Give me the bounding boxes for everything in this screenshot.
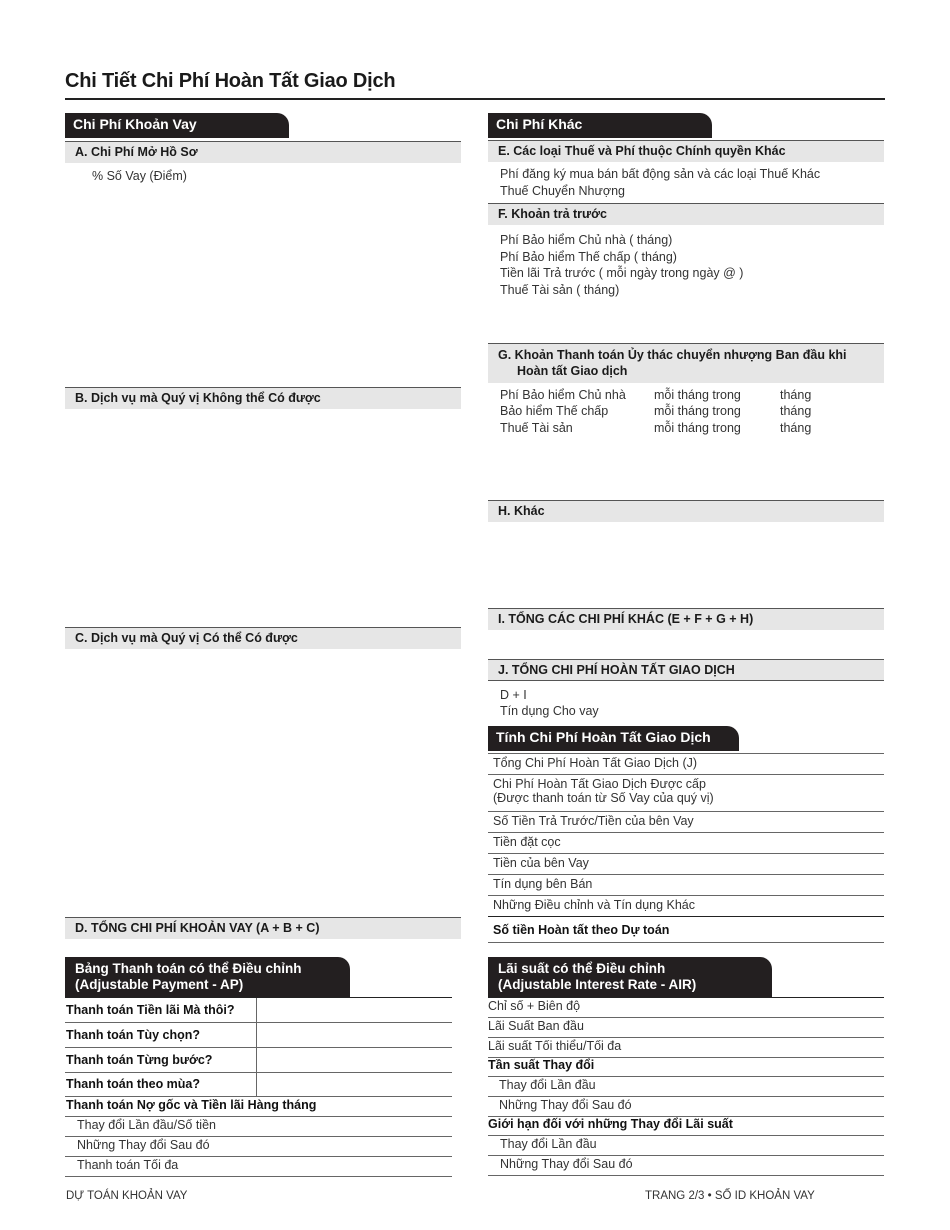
section-g-label-line1: G. Khoản Thanh toán Ủy thác chuyển nhượng Ban đầu khi [498, 348, 847, 362]
section-e-item: Phí đăng ký mua bán bất động sản và các loại Thuế Khác [500, 167, 821, 181]
loan-costs-header: Chi Phí Khoản Vay [65, 113, 289, 138]
cash-to-close-row: Những Điều chỉnh và Tín dụng Khác [488, 896, 884, 917]
ap-header-line1: Bảng Thanh toán có thể Điều chỉnh [75, 961, 302, 976]
section-e-label: E. Các loại Thuế và Phí thuộc Chính quyền Khác [488, 140, 884, 162]
section-h-label: H. Khác [488, 500, 884, 522]
section-f-item: Phí Bảo hiểm Chủ nhà ( tháng) [500, 233, 673, 247]
air-header-line1: Lãi suất có thể Điều chỉnh [498, 961, 666, 976]
ap-row: Thanh toán Tiền lãi Mà thôi? [65, 998, 452, 1023]
air-header-line2: (Adjustable Interest Rate - AIR) [498, 977, 697, 992]
ap-header-line2: (Adjustable Payment - AP) [75, 977, 244, 992]
ap-monthly-item: Thanh toán Tối đa [65, 1157, 452, 1177]
cash-to-close-row: Tín dụng bên Bán [488, 875, 884, 896]
section-g-item-per: mỗi tháng trong [654, 388, 741, 402]
section-a-label: A. Chi Phí Mở Hồ Sơ [65, 141, 461, 163]
section-f-item: Phí Bảo hiểm Thế chấp ( tháng) [500, 250, 677, 264]
section-g-item-per: mỗi tháng trong [654, 421, 741, 435]
air-limits-item: Thay đổi Lần đầu [488, 1136, 884, 1156]
air-freq-item: Thay đổi Lần đầu [488, 1077, 884, 1097]
air-limits-item: Những Thay đổi Sau đó [488, 1156, 884, 1176]
title-rule [65, 98, 885, 100]
section-g-label-line2: Hoàn tất Giao dịch [517, 364, 628, 378]
section-f-item: Thuế Tài sản ( tháng) [500, 283, 620, 297]
section-g-item-name: Phí Bảo hiểm Chủ nhà [500, 388, 626, 402]
section-c-label: C. Dịch vụ mà Quý vị Có thể Có được [65, 627, 461, 649]
section-g-item-unit: tháng [780, 421, 812, 435]
cash-to-close-row: Tiền của bên Vay [488, 854, 884, 875]
section-j-total: J. TỔNG CHI PHÍ HOÀN TẤT GIAO DỊCH [488, 659, 884, 681]
air-freq-item: Những Thay đổi Sau đó [488, 1097, 884, 1117]
ap-row: Thanh toán Tùy chọn? [65, 1023, 452, 1048]
air-freq-label: Tần suất Thay đổi [488, 1058, 884, 1077]
ap-row: Thanh toán theo mùa? [65, 1073, 452, 1097]
footer-right: TRANG 2/3 • SỐ ID KHOẢN VAY [645, 1190, 815, 1202]
air-row: Chỉ số + Biên độ [488, 998, 884, 1018]
cash-to-close-header: Tính Chi Phí Hoàn Tất Giao Dịch [488, 726, 739, 751]
ap-monthly-label: Thanh toán Nợ gốc và Tiền lãi Hàng tháng [65, 1097, 452, 1117]
section-g-item-name: Bảo hiểm Thế chấp [500, 404, 609, 418]
section-a-item: % Số Vay (Điểm) [92, 169, 187, 183]
section-g-item-unit: tháng [780, 388, 812, 402]
air-limits-label: Giới hạn đối với những Thay đổi Lãi suất [488, 1117, 884, 1136]
page-title: Chi Tiết Chi Phí Hoàn Tất Giao Dịch [65, 70, 396, 92]
section-f-item: Tiền lãi Trả trước ( mỗi ngày trong ngày @ ) [500, 266, 744, 280]
section-f-label: F. Khoản trả trước [488, 203, 884, 225]
section-g-item-unit: tháng [780, 404, 812, 418]
footer-left: DỰ TOÁN KHOẢN VAY [66, 1190, 188, 1202]
ap-monthly-item: Thay đổi Lần đầu/Số tiền [65, 1117, 452, 1137]
section-i-total: I. TỔNG CÁC CHI PHÍ KHÁC (E + F + G + H) [488, 608, 884, 630]
ap-monthly-item: Những Thay đổi Sau đó [65, 1137, 452, 1157]
air-table-header [488, 957, 772, 997]
section-e-item: Thuế Chuyển Nhượng [500, 184, 625, 198]
cash-to-close-row: Số Tiền Trả Trước/Tiền của bên Vay [488, 812, 884, 833]
other-costs-header: Chi Phí Khác [488, 113, 712, 138]
cash-to-close-row-sub: (Được thanh toán từ Số Vay của quý vị) [493, 791, 714, 805]
section-g-item-per: mỗi tháng trong [654, 404, 741, 418]
air-row: Lãi Suất Ban đầu [488, 1018, 884, 1038]
section-g-item-name: Thuế Tài sản [500, 421, 573, 435]
ap-column-divider [256, 998, 257, 1097]
ap-table-header [65, 957, 350, 997]
cash-to-close-row [488, 775, 884, 812]
ap-row: Thanh toán Từng bước? [65, 1048, 452, 1073]
cash-to-close-total: Số tiền Hoàn tất theo Dự toán [488, 918, 884, 943]
section-j-item: D + I [500, 688, 527, 702]
section-b-label: B. Dịch vụ mà Quý vị Không thể Có được [65, 387, 461, 409]
air-row: Lãi suất Tối thiểu/Tối đa [488, 1038, 884, 1058]
section-j-item: Tín dụng Cho vay [500, 704, 599, 718]
section-g-label [488, 343, 884, 383]
cash-to-close-row-label: Chi Phí Hoàn Tất Giao Dịch Được cấp [493, 777, 706, 791]
cash-to-close-row: Tổng Chi Phí Hoàn Tất Giao Dịch (J) [488, 754, 884, 775]
section-d-total: D. TỔNG CHI PHÍ KHOẢN VAY (A + B + C) [65, 917, 461, 939]
cash-to-close-row: Tiền đặt cọc [488, 833, 884, 854]
